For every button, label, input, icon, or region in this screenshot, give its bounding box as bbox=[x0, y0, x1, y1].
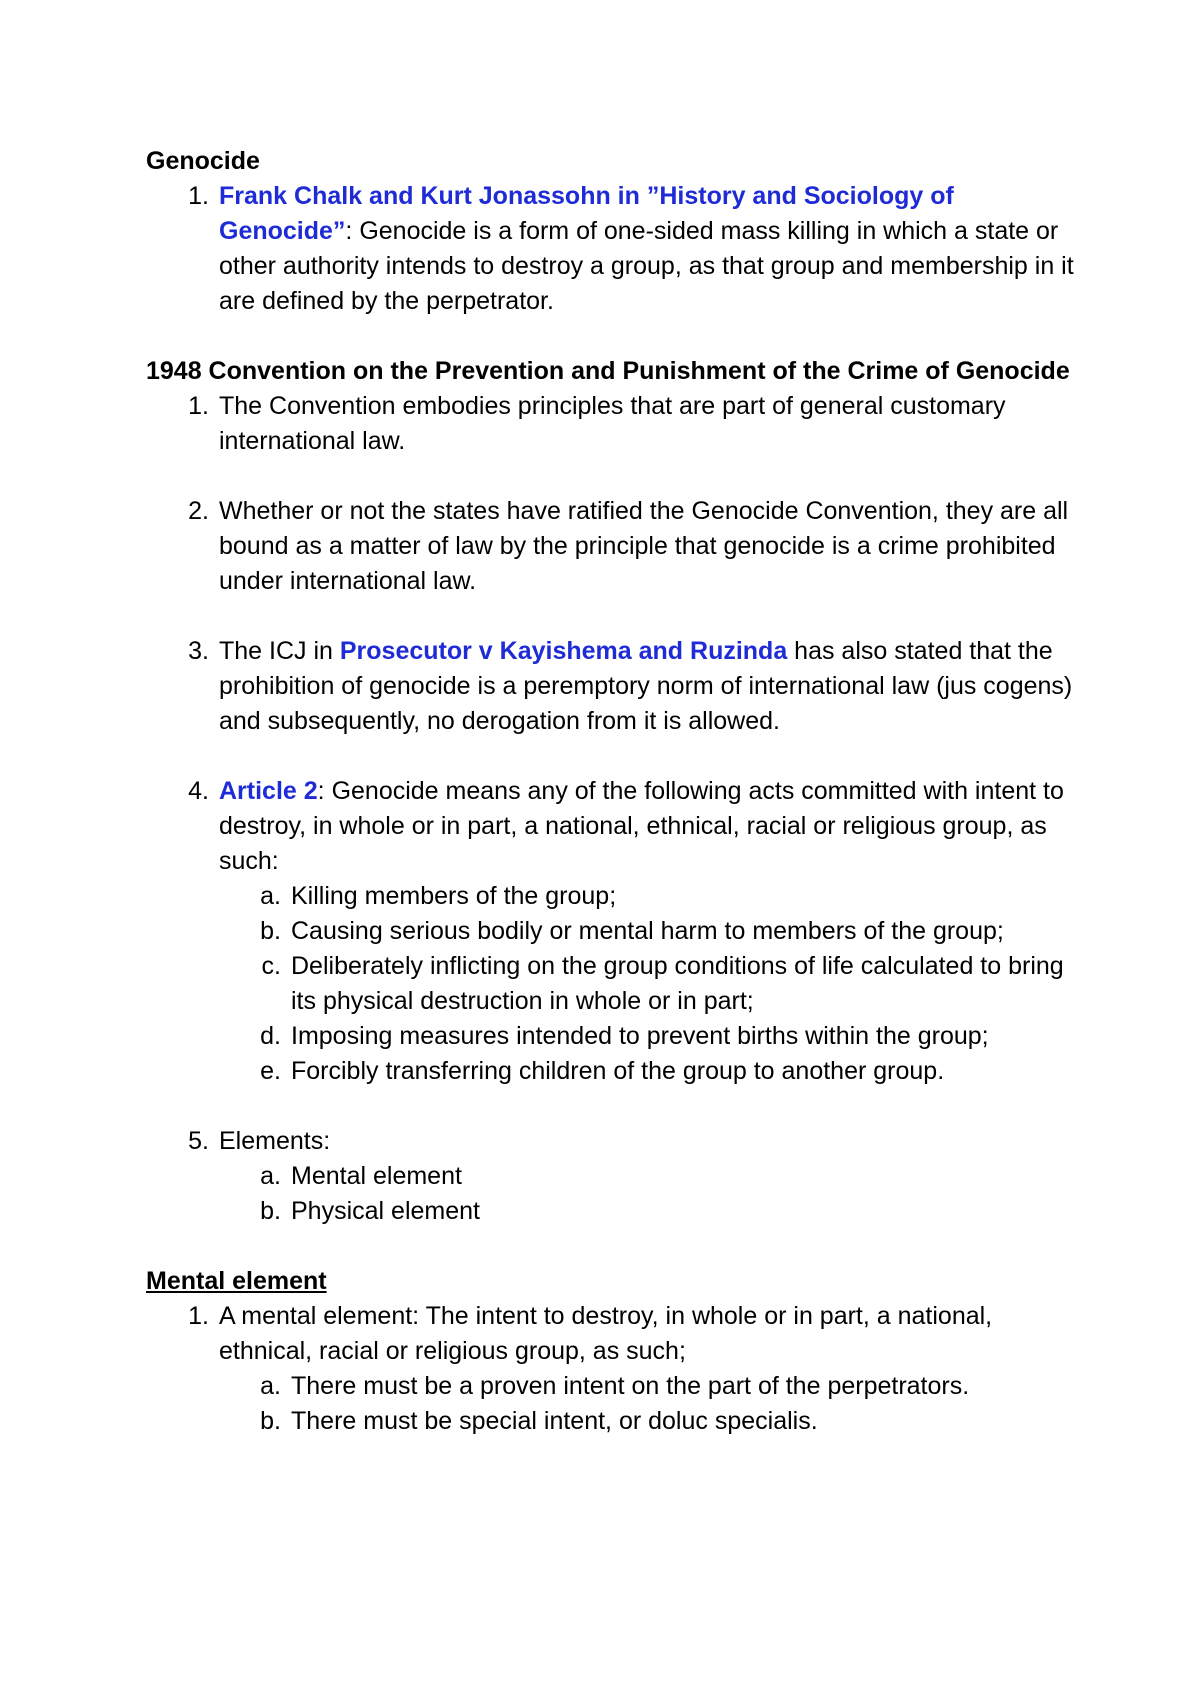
sub-list-item bbox=[146, 1404, 1086, 1439]
sub-list-item bbox=[146, 1054, 1086, 1089]
list-item-text: has also stated that the prohibition of genocide is a peremptory norm of international law (jus cogens) and subsequently, no derogation from it is allowed. bbox=[219, 637, 1073, 735]
sub-list-marker: b. bbox=[260, 1407, 281, 1435]
sub-list-text: Forcibly transferring children of the group to another group. bbox=[291, 1057, 945, 1085]
sub-list-item bbox=[146, 914, 1086, 949]
sub-list-marker: e. bbox=[260, 1057, 281, 1085]
list-item bbox=[146, 774, 1086, 879]
case-reference: Prosecutor v Kayishema and Ruzinda bbox=[339, 637, 788, 665]
list-marker: 3. bbox=[188, 637, 209, 665]
sub-list-item bbox=[146, 1194, 1086, 1229]
source-reference: Frank Chalk and Kurt Jonassohn in ”History and Sociology of Genocide” bbox=[219, 182, 954, 245]
section-title-convention: 1948 Convention on the Prevention and Punishment of the Crime of Genocide bbox=[146, 357, 1070, 385]
sub-list-item bbox=[146, 1159, 1086, 1194]
list-marker: 1. bbox=[188, 1302, 209, 1330]
list-marker: 1. bbox=[188, 182, 209, 210]
section-title-mental-element: Mental element bbox=[146, 1267, 327, 1295]
list-marker: 2. bbox=[188, 497, 209, 525]
list-item-text: The Convention embodies principles that are part of general customary international law. bbox=[219, 392, 1006, 455]
list-item-text: Elements: bbox=[219, 1127, 331, 1155]
sub-list-text: Deliberately inflicting on the group conditions of life calculated to bring its physical destruction in whole or in part; bbox=[291, 952, 1064, 1015]
list-item bbox=[146, 389, 1086, 459]
sub-list-marker: d. bbox=[260, 1022, 281, 1050]
sub-list-text: There must be a proven intent on the part of the perpetrators. bbox=[291, 1372, 970, 1400]
list-item-text: Whether or not the states have ratified the Genocide Convention, they are all bound as a matter of law by the principle that genocide is a crime prohibited under international law. bbox=[219, 497, 1069, 595]
list-item-text: : Genocide means any of the following acts committed with intent to destroy, in whole or in part, a national, ethnical, racial or religious group, as such: bbox=[219, 777, 1064, 875]
list-item-text: A mental element: The intent to destroy, in whole or in part, a national, ethnical, racial or religious group, as such; bbox=[219, 1302, 993, 1365]
list-marker: 5. bbox=[188, 1127, 209, 1155]
sub-list-marker: a. bbox=[260, 1372, 281, 1400]
list-item bbox=[146, 1124, 1086, 1159]
sub-list-item bbox=[146, 879, 1086, 914]
sub-list-text: Causing serious bodily or mental harm to members of the group; bbox=[291, 917, 1004, 945]
list-marker: 4. bbox=[188, 777, 209, 805]
list-item bbox=[146, 1299, 1086, 1369]
sub-list-item bbox=[146, 949, 1086, 1019]
sub-list-marker: b. bbox=[260, 1197, 281, 1225]
sub-list-text: Physical element bbox=[291, 1197, 480, 1225]
list-marker: 1. bbox=[188, 392, 209, 420]
sub-list-marker: a. bbox=[260, 882, 281, 910]
sub-list-item bbox=[146, 1369, 1086, 1404]
sub-list-text: There must be special intent, or doluc specialis. bbox=[291, 1407, 818, 1435]
sub-list-marker: a. bbox=[260, 1162, 281, 1190]
article-reference: Article 2 bbox=[219, 777, 318, 805]
list-item bbox=[146, 634, 1086, 739]
sub-list-item bbox=[146, 1019, 1086, 1054]
document-content bbox=[146, 144, 1086, 1439]
section-title-genocide: Genocide bbox=[146, 147, 260, 175]
list-item bbox=[146, 179, 1086, 319]
list-item-text: : Genocide is a form of one-sided mass killing in which a state or other authority intends to destroy a group, as that group and membership in it are defined by the perpetrator. bbox=[219, 217, 1074, 315]
sub-list-text: Mental element bbox=[291, 1162, 462, 1190]
sub-list-text: Killing members of the group; bbox=[291, 882, 617, 910]
sub-list-marker: b. bbox=[260, 917, 281, 945]
sub-list-text: Imposing measures intended to prevent births within the group; bbox=[291, 1022, 989, 1050]
list-item bbox=[146, 494, 1086, 599]
sub-list-marker: c. bbox=[261, 952, 281, 980]
list-item-text: The ICJ in bbox=[219, 637, 340, 665]
